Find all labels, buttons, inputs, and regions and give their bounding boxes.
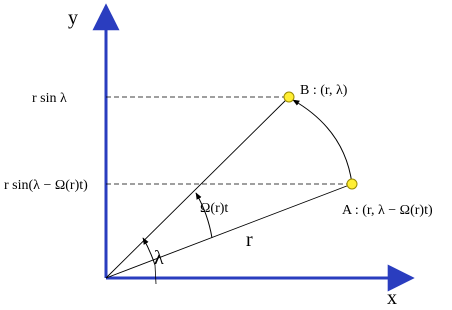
- point-a: [347, 179, 357, 189]
- point-b: [284, 92, 294, 102]
- ray-to-a: [106, 184, 352, 278]
- radius-label: r: [246, 229, 253, 251]
- ray-to-b: [106, 97, 289, 278]
- y-label-upper: r sin λ: [32, 91, 67, 106]
- rotation-arc: [293, 100, 352, 184]
- y-axis-label: y: [68, 7, 78, 29]
- point-b-label: B : (r, λ): [300, 83, 348, 98]
- lambda-label: λ: [154, 247, 164, 269]
- point-a-label: A : (r, λ − Ω(r)t): [342, 203, 433, 218]
- x-axis-label: x: [387, 287, 397, 309]
- y-label-lower: r sin(λ − Ω(r)t): [4, 178, 88, 193]
- omega-label: Ω(r)t: [200, 201, 229, 216]
